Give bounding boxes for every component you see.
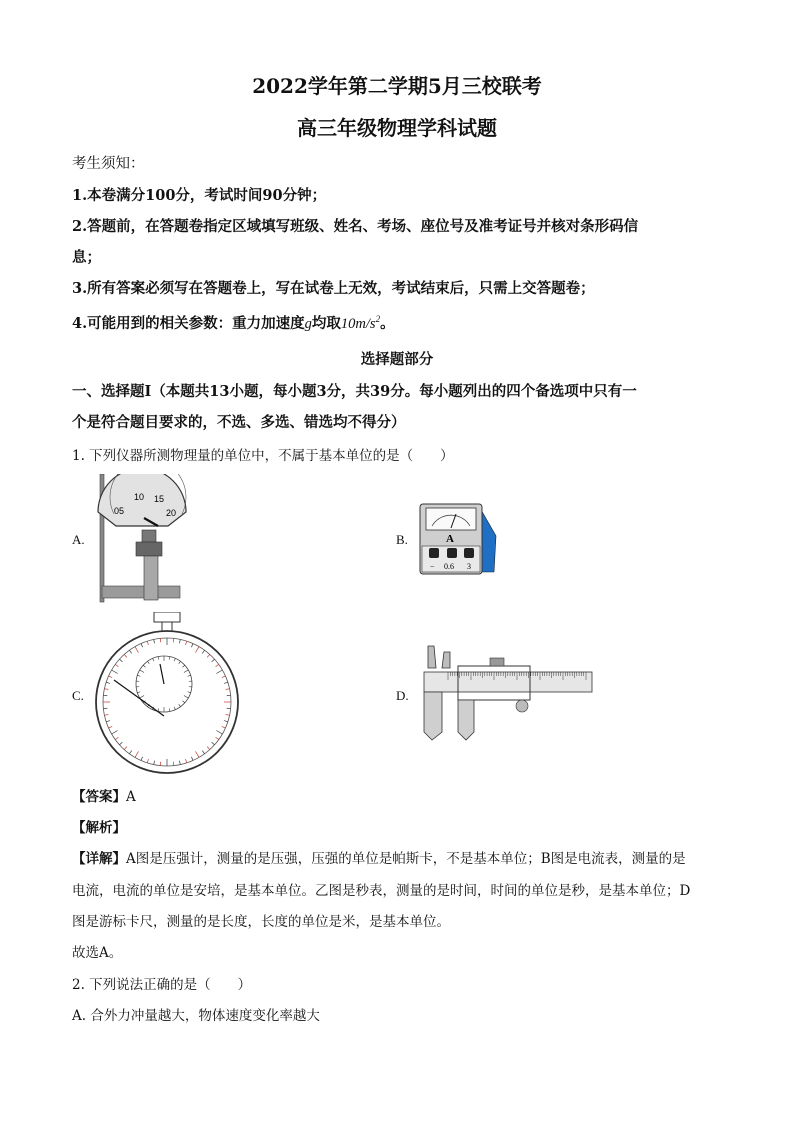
q1-option-a-label: A. [72,532,85,547]
notice-item-1: 1.本卷满分100分，考试时间90分钟； [72,187,327,204]
stopwatch-crown [154,612,180,622]
gauge-nut [136,542,162,556]
caliper-lower-jaw-fixed [424,692,442,740]
caliper-upper-jaw-fixed [428,646,436,668]
gauge-neck [142,530,156,542]
unit-exponent: 2 [375,314,381,325]
exam-subtitle: 高三年级物理学科试题 [297,116,497,140]
detail-line1-text: A图是压强计，测量的是压强，压强的单位是帕斯卡，不是基本单位；B图是电流表，测量的是 [126,851,686,867]
stopwatch-figure [92,612,242,774]
notice-heading: 考生须知： [72,156,145,172]
terminal-label-minus: − [430,562,435,571]
caliper-lower-jaw-moving [458,700,474,740]
notice-item-4-mid: 均取 [311,315,341,332]
exam-title: 2022学年第二学期5月三校联考 [252,74,542,98]
q2-stem: 2. 下列说法正确的是（ ） [72,977,252,993]
section-title: 选择题部分 [360,351,434,368]
ammeter-symbol: A [446,533,454,545]
vernier-caliper-figure [418,644,598,744]
gravity-symbol: g [304,316,312,332]
terminal-minus [429,548,439,558]
gauge-stand-base [102,586,180,598]
q1-option-d-label: D. [396,688,409,703]
answer-value: A [126,789,136,805]
gauge-label-10: 10 [134,492,145,502]
caliper-thumb-wheel [516,700,528,712]
q1-detail-line1 [72,847,732,867]
q1-option-b-label: B. [396,532,408,547]
gravity-value: 10m [340,316,366,332]
unit-s: s [369,316,376,332]
gauge-label-20: 20 [166,508,177,518]
notice-item-3: 3.所有答案必须写在答题卷上，写在试卷上无效，考试结束后，只需上交答题卷； [72,280,595,297]
terminal-label-0-6: 0.6 [444,562,454,571]
notice-item-2-line1: 2.答题前，在答题卷指定区域填写班级、姓名、考场、座位号及准考证号并核对条形码信 [72,218,639,235]
notice-item-4-prefix: 4.可能用到的相关参数：重力加速度 [72,315,305,332]
terminal-3 [464,548,474,558]
q2-option-a: A. 合外力冲量越大，物体速度变化率越大 [72,1008,320,1024]
q1-detail-line2: 电流，电流的单位是安培，是基本单位。乙图是秒表，测量的是时间，时间的单位是秒，是基本单位；D [72,883,691,899]
q1-stem: 1. 下列仪器所测物理量的单位中，不属于基本单位的是（ ） [72,448,454,464]
answer-tag: 【答案】 [72,789,126,805]
terminal-0-6 [447,548,457,558]
notice-item-2-line2: 息； [72,249,101,266]
gauge-label-15: 15 [154,494,165,504]
q1-detail-line3: 图是游标卡尺，测量的是长度，长度的单位是米，是基本单位。 [72,914,450,930]
detail-tag: 【详解】 [72,851,126,867]
gauge-label-05: 05 [114,506,125,516]
section-heading-line1: 一、选择题Ⅰ（本题共13小题，每小题3分，共39分。每小题列出的四个备选项中只有一 [72,383,637,400]
q1-conclusion: 故选A。 [72,945,123,961]
section-heading-line2: 个是符合题目要求的，不选、多选、错选均不得分） [72,414,406,431]
q1-answer [72,785,732,805]
unit-slash: / [365,316,370,332]
caliper-lock-screw [490,658,504,666]
terminal-label-3: 3 [467,562,471,571]
pressure-gauge-figure [92,474,192,604]
gauge-pipe [144,556,158,600]
q1-option-c-label: C. [72,688,84,703]
notice-item-4-end: 。 [380,315,395,332]
analysis-tag: 【解析】 [72,820,126,836]
ammeter-figure [418,496,502,578]
caliper-upper-jaw-moving [442,652,450,668]
notice-item-4 [72,312,732,333]
